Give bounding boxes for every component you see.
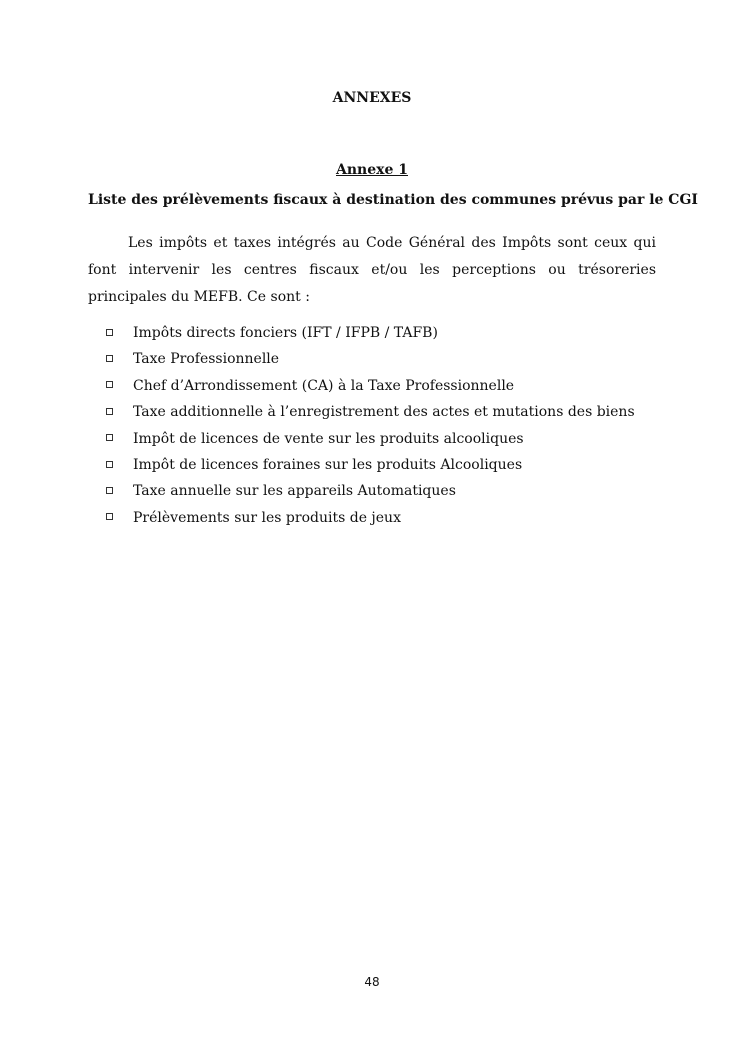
list-item: [106, 346, 666, 372]
square-bullet-icon: [106, 381, 113, 388]
square-bullet-icon: [106, 434, 113, 441]
list-heading: Liste des prélèvements fiscaux à destination des communes prévus par le CGI: [88, 192, 698, 208]
square-bullet-icon: [106, 329, 113, 336]
square-bullet-icon: [106, 513, 113, 520]
list-item: [106, 320, 666, 346]
tax-list: [106, 320, 666, 531]
list-item: [106, 505, 666, 531]
list-item-text: Impôt de licences de vente sur les produits alcooliques: [133, 430, 524, 447]
list-item: [106, 426, 666, 452]
square-bullet-icon: [106, 461, 113, 468]
list-item-text: Chef d’Arrondissement (CA) à la Taxe Professionnelle: [133, 377, 515, 394]
annex-label: Annexe 1: [336, 162, 408, 178]
list-item-text: Prélèvements sur les produits de jeux: [133, 509, 401, 526]
list-item-text: Taxe annuelle sur les appareils Automatiques: [133, 483, 456, 500]
list-item-text: Taxe Professionnelle: [133, 351, 280, 368]
document-title: [0, 90, 744, 106]
list-item: [106, 373, 666, 399]
list-item-text: Impôt de licences foraines sur les produits Alcooliques: [133, 456, 523, 473]
square-bullet-icon: [106, 487, 113, 494]
list-item-text: Impôts directs fonciers (IFT / IFPB / TAFB): [133, 325, 438, 341]
list-item: [106, 478, 666, 504]
square-bullet-icon: [106, 408, 113, 415]
intro-paragraph: Les impôts et taxes intégrés au Code Général des Impôts sont ceux qui font intervenir les centres fiscaux et/ou les perceptions ou trésoreries principales du MEFB. Ce sont :: [88, 235, 656, 305]
list-item-text: Taxe additionnelle à l’enregistrement des actes et mutations des biens: [133, 404, 635, 421]
square-bullet-icon: [106, 355, 113, 362]
list-item: [106, 399, 666, 425]
annexes-heading: ANNEXES: [332, 90, 412, 106]
page-number: 48: [364, 975, 380, 989]
list-item: [106, 452, 666, 478]
